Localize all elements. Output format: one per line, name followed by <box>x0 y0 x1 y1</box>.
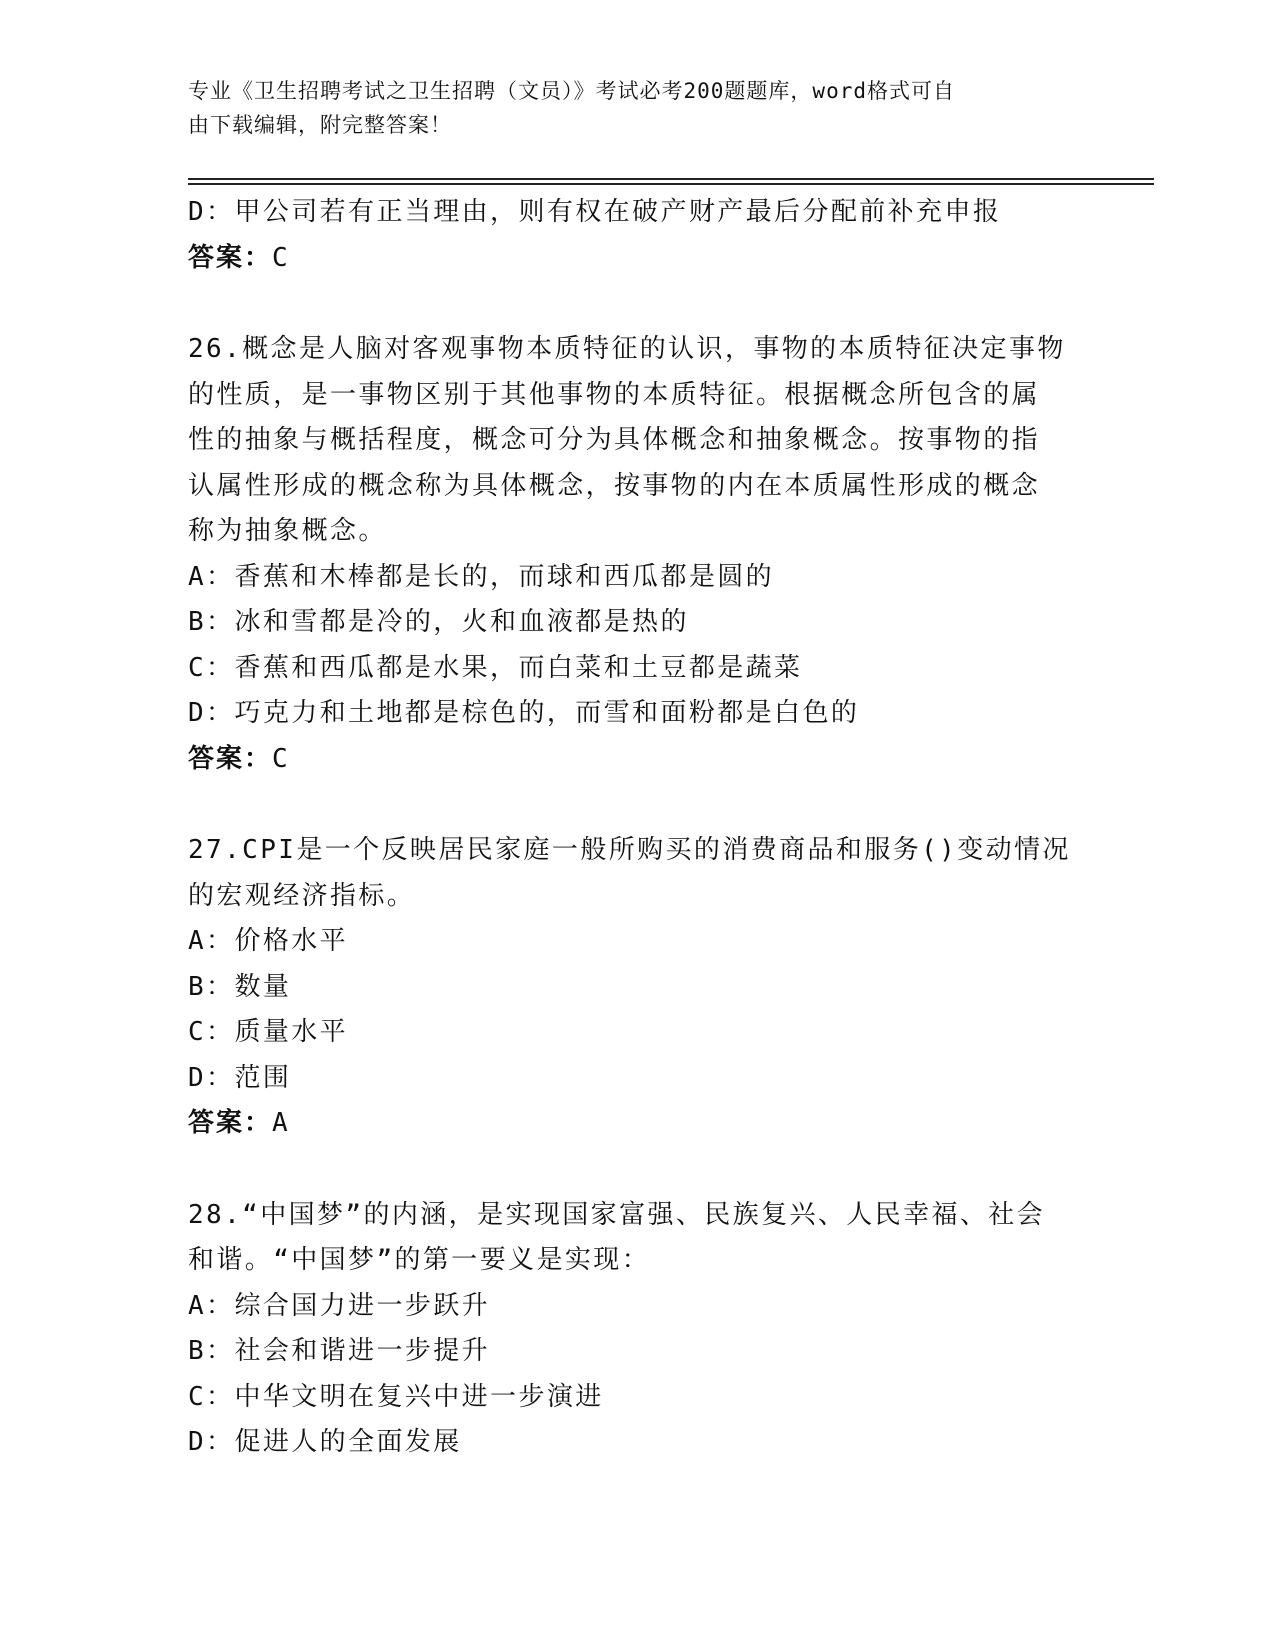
stem-line: 的宏观经济指标。 <box>188 880 416 911</box>
answer-value: C <box>272 242 290 273</box>
answer-label: 答案： <box>188 242 273 273</box>
header-line-2: 由下载编辑，附完整答案！ <box>188 113 452 137</box>
question-stem <box>188 1193 1078 1284</box>
stem-line: 性的抽象与概括程度，概念可分为具体概念和抽象概念。按事物的指 <box>188 425 1041 455</box>
question-28 <box>188 1193 1078 1466</box>
answer-line <box>188 737 1078 783</box>
answer-value: C <box>272 743 290 774</box>
question-spacer <box>188 1147 1078 1193</box>
option-c: C：中华文明在复兴中进一步演进 <box>188 1381 604 1412</box>
stem-line: 26.概念是人脑对客观事物本质特征的认识，事物的本质特征决定事物 <box>188 334 1066 364</box>
question-spacer <box>188 782 1078 828</box>
stem-line: 认属性形成的概念称为具体概念，按事物的内在本质属性形成的概念 <box>188 470 1041 501</box>
option-d: D：巧克力和土地都是棕色的，而雪和面粉都是白色的 <box>188 698 860 728</box>
question-25-tail <box>188 190 1078 281</box>
stem-line: 称为抽象概念。 <box>188 516 387 546</box>
question-26 <box>188 327 1078 782</box>
answer-value: A <box>272 1108 290 1138</box>
option-a: A：价格水平 <box>188 926 349 956</box>
option-b: B：冰和雪都是冷的，火和血液都是热的 <box>188 607 689 637</box>
question-stem <box>188 327 1078 555</box>
option-c: C：香蕉和西瓜都是水果，而白菜和土豆都是蔬菜 <box>188 652 803 683</box>
option-d: D：范围 <box>188 1062 292 1093</box>
stem-line: 28.“中国梦”的内涵，是实现国家富强、民族复兴、人民幸福、社会 <box>188 1199 1046 1230</box>
header-line-1: 专业《卫生招聘考试之卫生招聘（文员）》考试必考200题题库，word格式可自 <box>188 79 955 103</box>
question-spacer <box>188 281 1078 327</box>
answer-label: 答案： <box>188 1108 273 1138</box>
option-d: D：甲公司若有正当理由，则有权在破产财产最后分配前补充申报 <box>188 197 1002 227</box>
answer-line <box>188 1101 1078 1147</box>
option-c: C：质量水平 <box>188 1017 349 1047</box>
answer-line <box>188 236 1078 282</box>
option-b: B：数量 <box>188 971 292 1002</box>
divider-line-top <box>188 178 1154 180</box>
option-b: B：社会和谐进一步提升 <box>188 1336 491 1366</box>
option-d: D：促进人的全面发展 <box>188 1427 462 1457</box>
option-a: A：综合国力进一步跃升 <box>188 1290 491 1321</box>
question-stem <box>188 828 1078 919</box>
divider-line-bottom <box>188 183 1154 185</box>
question-content <box>188 190 1078 1466</box>
answer-label: 答案： <box>188 743 273 774</box>
header-divider <box>188 178 1154 186</box>
stem-line: 27.CPI是一个反映居民家庭一般所购买的消费商品和服务()变动情况 <box>188 835 1071 865</box>
document-header <box>188 74 1068 142</box>
stem-line: 的性质，是一事物区别于其他事物的本质特征。根据概念所包含的属 <box>188 379 1041 410</box>
question-27 <box>188 828 1078 1147</box>
option-a: A：香蕉和木棒都是长的，而球和西瓜都是圆的 <box>188 561 775 592</box>
stem-line: 和谐。“中国梦”的第一要义是实现： <box>188 1245 651 1275</box>
